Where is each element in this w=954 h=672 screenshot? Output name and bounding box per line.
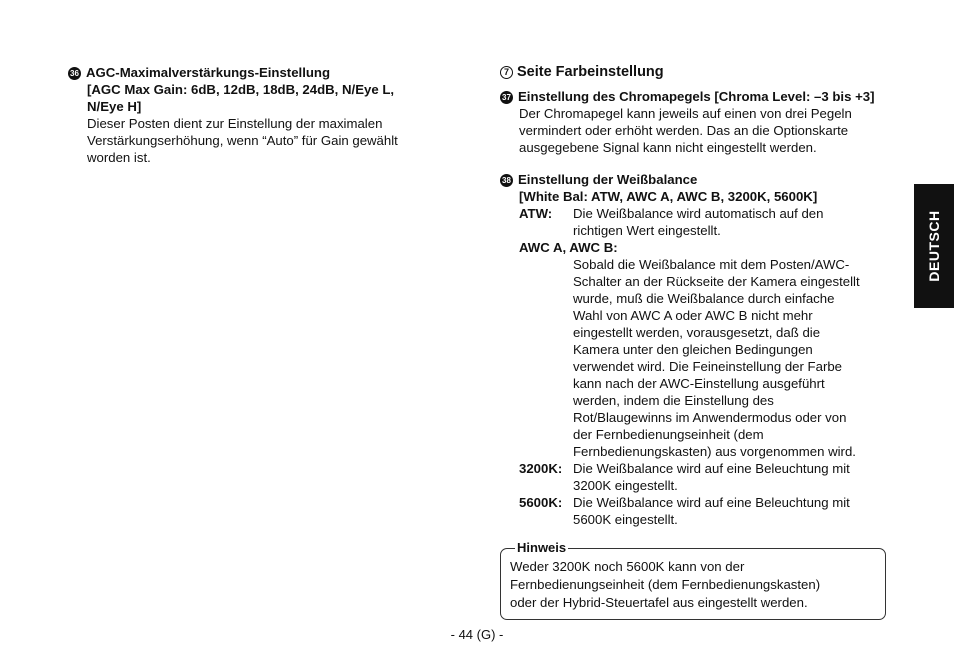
- note-line: Fernbedienungseinheit (dem Fernbedienungskasten): [510, 577, 821, 592]
- item-number-badge: 37: [500, 91, 513, 104]
- item-36-heading: [68, 64, 448, 81]
- desc-line: wurde, muß die Weißbalance durch einfache: [573, 291, 835, 306]
- definition-awc: [500, 239, 900, 460]
- section-title: Seite Farbeinstellung: [517, 64, 664, 80]
- item-title: Einstellung des Chromapegels [Chroma Level: –3 bis +3]: [518, 89, 875, 104]
- definition-atw: [500, 205, 900, 239]
- language-tab-label: DEUTSCH: [926, 210, 942, 282]
- spacer: [500, 156, 900, 171]
- note-label: Hinweis: [517, 540, 567, 555]
- note-line: oder der Hybrid-Steuertafel aus eingestellt werden.: [510, 595, 808, 610]
- desc-line: 3200K eingestellt.: [573, 478, 678, 493]
- language-tab: [914, 184, 954, 308]
- setting-line: N/Eye H]: [87, 99, 142, 114]
- item-38-heading: [500, 171, 900, 188]
- desc-line: Die Weißbalance wird auf eine Beleuchtung mit: [573, 495, 850, 510]
- term-label: 5600K:: [519, 495, 563, 510]
- item-title: AGC-Maximalverstärkungs-Einstellung: [86, 65, 331, 80]
- desc-line: Fernbedienungskasten) aus vorgenommen wird.: [573, 444, 856, 459]
- setting-line: [White Bal: ATW, AWC A, AWC B, 3200K, 5600K]: [519, 189, 818, 204]
- body-line: vermindert oder erhöht werden. Das an die Optionskarte: [519, 123, 849, 138]
- section-heading: [500, 64, 900, 81]
- note-line: Weder 3200K noch 5600K kann von der: [510, 559, 745, 574]
- desc-line: richtigen Wert eingestellt.: [573, 223, 721, 238]
- item-37-heading: [500, 88, 900, 105]
- desc-line: Die Weißbalance wird automatisch auf den: [573, 206, 824, 221]
- item-title: Einstellung der Weißbalance: [518, 172, 698, 187]
- desc-line: kann nach der AWC-Einstellung ausgeführt: [573, 376, 825, 391]
- desc-line: Rot/Blaugewinns im Anwendermodus oder von: [573, 410, 847, 425]
- body-line: worden ist.: [87, 150, 151, 165]
- note-box: [500, 540, 886, 620]
- left-column: [68, 64, 448, 166]
- term-description: [519, 256, 900, 460]
- desc-line: werden, indem die Einstellung des: [573, 393, 774, 408]
- desc-line: 5600K eingestellt.: [573, 512, 678, 527]
- term-description: [573, 205, 900, 239]
- definition-5600k: [500, 494, 900, 528]
- body-line: Verstärkungserhöhung, wenn “Auto” für Gain gewählt: [87, 133, 398, 148]
- term-label: AWC A, AWC B:: [519, 240, 618, 255]
- desc-line: der Fernbedienungseinheit (dem: [573, 427, 764, 442]
- term-description: [573, 494, 900, 528]
- definition-3200k: [500, 460, 900, 494]
- desc-line: verwendet wird. Die Feineinstellung der Farbe: [573, 359, 843, 374]
- desc-line: Die Weißbalance wird auf eine Beleuchtung mit: [573, 461, 850, 476]
- desc-line: Wahl von AWC A oder AWC B nicht mehr: [573, 308, 813, 323]
- term-description: [573, 460, 900, 494]
- item-number-badge: 38: [500, 174, 513, 187]
- section-number-badge: 7: [500, 66, 513, 79]
- body-line: Der Chromapegel kann jeweils auf einen von drei Pegeln: [519, 106, 852, 121]
- item-number-badge: 36: [68, 67, 81, 80]
- body-line: Dieser Posten dient zur Einstellung der maximalen: [87, 116, 383, 131]
- desc-line: Sobald die Weißbalance mit dem Posten/AWC-: [573, 257, 850, 272]
- term-label: 3200K:: [519, 461, 563, 476]
- desc-line: eingestellt werden, vorausgesetzt, daß die: [573, 325, 821, 340]
- right-column: [500, 64, 900, 528]
- body-line: ausgegebene Signal kann nicht eingestellt werden.: [519, 140, 817, 155]
- setting-line: [AGC Max Gain: 6dB, 12dB, 18dB, 24dB, N/Eye L,: [87, 82, 395, 97]
- term-label: ATW:: [519, 206, 553, 221]
- page-number: - 44 (G) -: [450, 627, 504, 642]
- desc-line: Schalter an der Rückseite der Kamera eingestellt: [573, 274, 860, 289]
- desc-line: Kamera unter den gleichen Bedingungen: [573, 342, 813, 357]
